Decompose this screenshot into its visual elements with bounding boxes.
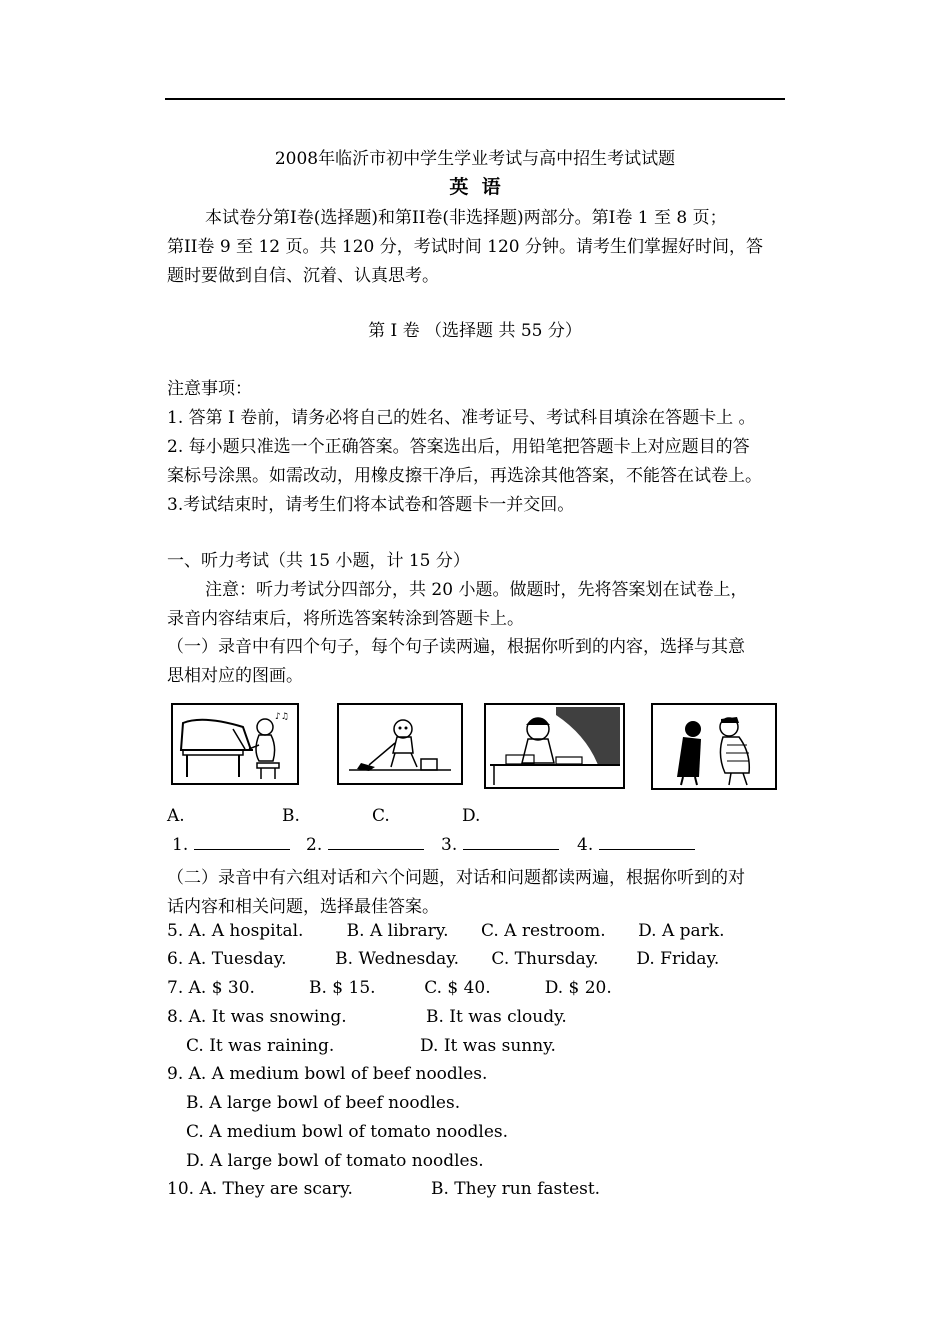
question-10-a: 10. A. They are scary. [167,1179,353,1199]
question-9-c: C. A medium bowl of tomato noodles. [186,1122,509,1142]
section-one-b: 思相对应的图画。 [167,666,303,686]
picture-label-c: C. [372,806,390,826]
question-5: 5. A. A hospital. B. A library. C. A restroom. D. A park. [167,921,725,941]
picture-label-d: D. [462,806,481,826]
note-3: 3.考试结束时，请考生们将本试卷和答题卡一并交回。 [167,495,575,515]
section-two-a: （二）录音中有六组对话和六个问题，对话和问题都读两遍，根据你听到的对 [167,868,745,888]
listening-heading: 一、听力考试（共 15 小题，计 15 分） [167,551,470,571]
note-1: 1. 答第 I 卷前，请务必将自己的姓名、准考证号、考试科目填涂在答题卡上 。 [167,408,756,428]
notes-heading: 注意事项： [167,379,252,399]
sweeping-boy-icon [337,703,463,785]
question-8-d: D. It was sunny. [420,1036,556,1056]
question-10-b: B. They run fastest. [431,1179,601,1199]
question-9-a: 9. A. A medium bowl of beef noodles. [167,1064,488,1084]
subject-title: 英 语 [449,176,501,198]
section-two-b: 话内容和相关问题，选择最佳答案。 [167,897,439,917]
question-8-c: C. It was raining. [186,1036,335,1056]
part-one-title: 第 I 卷 （选择题 共 55 分） [368,321,582,341]
question-7: 7. A. $ 30. B. $ 15. C. $ 40. D. $ 20. [167,978,612,998]
question-9-d: D. A large bowl of tomato noodles. [186,1151,484,1171]
question-6: 6. A. Tuesday. B. Wednesday. C. Thursday. D. Friday. [167,949,720,969]
answer-blank-1[interactable]: 1. [172,835,290,855]
question-8-a: 8. A. It was snowing. [167,1007,347,1027]
intro-line-2: 第II卷 9 至 12 页。共 120 分，考试时间 120 分钟。请考生们掌握好时间，答 [167,237,764,257]
note-2a: 2. 每小题只准选一个正确答案。答案选出后，用铅笔把答题卡上对应题目的答 [167,437,750,457]
listening-note-1: 注意：听力考试分四部分，共 20 小题。做题时，先将答案划在试卷上， [205,580,748,600]
exam-title: 2008年临沂市初中学生学业考试与高中招生考试试题 [274,149,676,169]
listening-note-2: 录音内容结束后，将所选答案转涂到答题卡上。 [167,609,524,629]
piano-player-icon [171,703,299,785]
svg-text:♪♫: ♪♫ [275,712,289,722]
picture-label-a: A. [167,806,185,826]
answer-blank-2[interactable]: 2. [306,835,424,855]
section-one-a: （一）录音中有四个句子，每个句子读两遍，根据你听到的内容，选择与其意 [167,637,745,657]
answer-blank-3[interactable]: 3. [441,835,559,855]
intro-line-3: 题时要做到自信、沉着、认真思考。 [167,266,439,286]
note-2b: 案标号涂黑。如需改动，用橡皮擦干净后，再选涂其他答案，不能答在试卷上。 [167,466,762,486]
writing-girl-icon [484,703,625,789]
question-9-b: B. A large bowl of beef noodles. [186,1093,461,1113]
two-people-talking-icon [651,703,777,790]
intro-line-1: 本试卷分第I卷(选择题)和第II卷(非选择题)两部分。第I卷 1 至 8 页； [205,208,727,228]
answer-blank-4[interactable]: 4. [577,835,695,855]
question-8-b: B. It was cloudy. [426,1007,567,1027]
picture-label-b: B. [282,806,300,826]
top-rule [165,98,785,100]
